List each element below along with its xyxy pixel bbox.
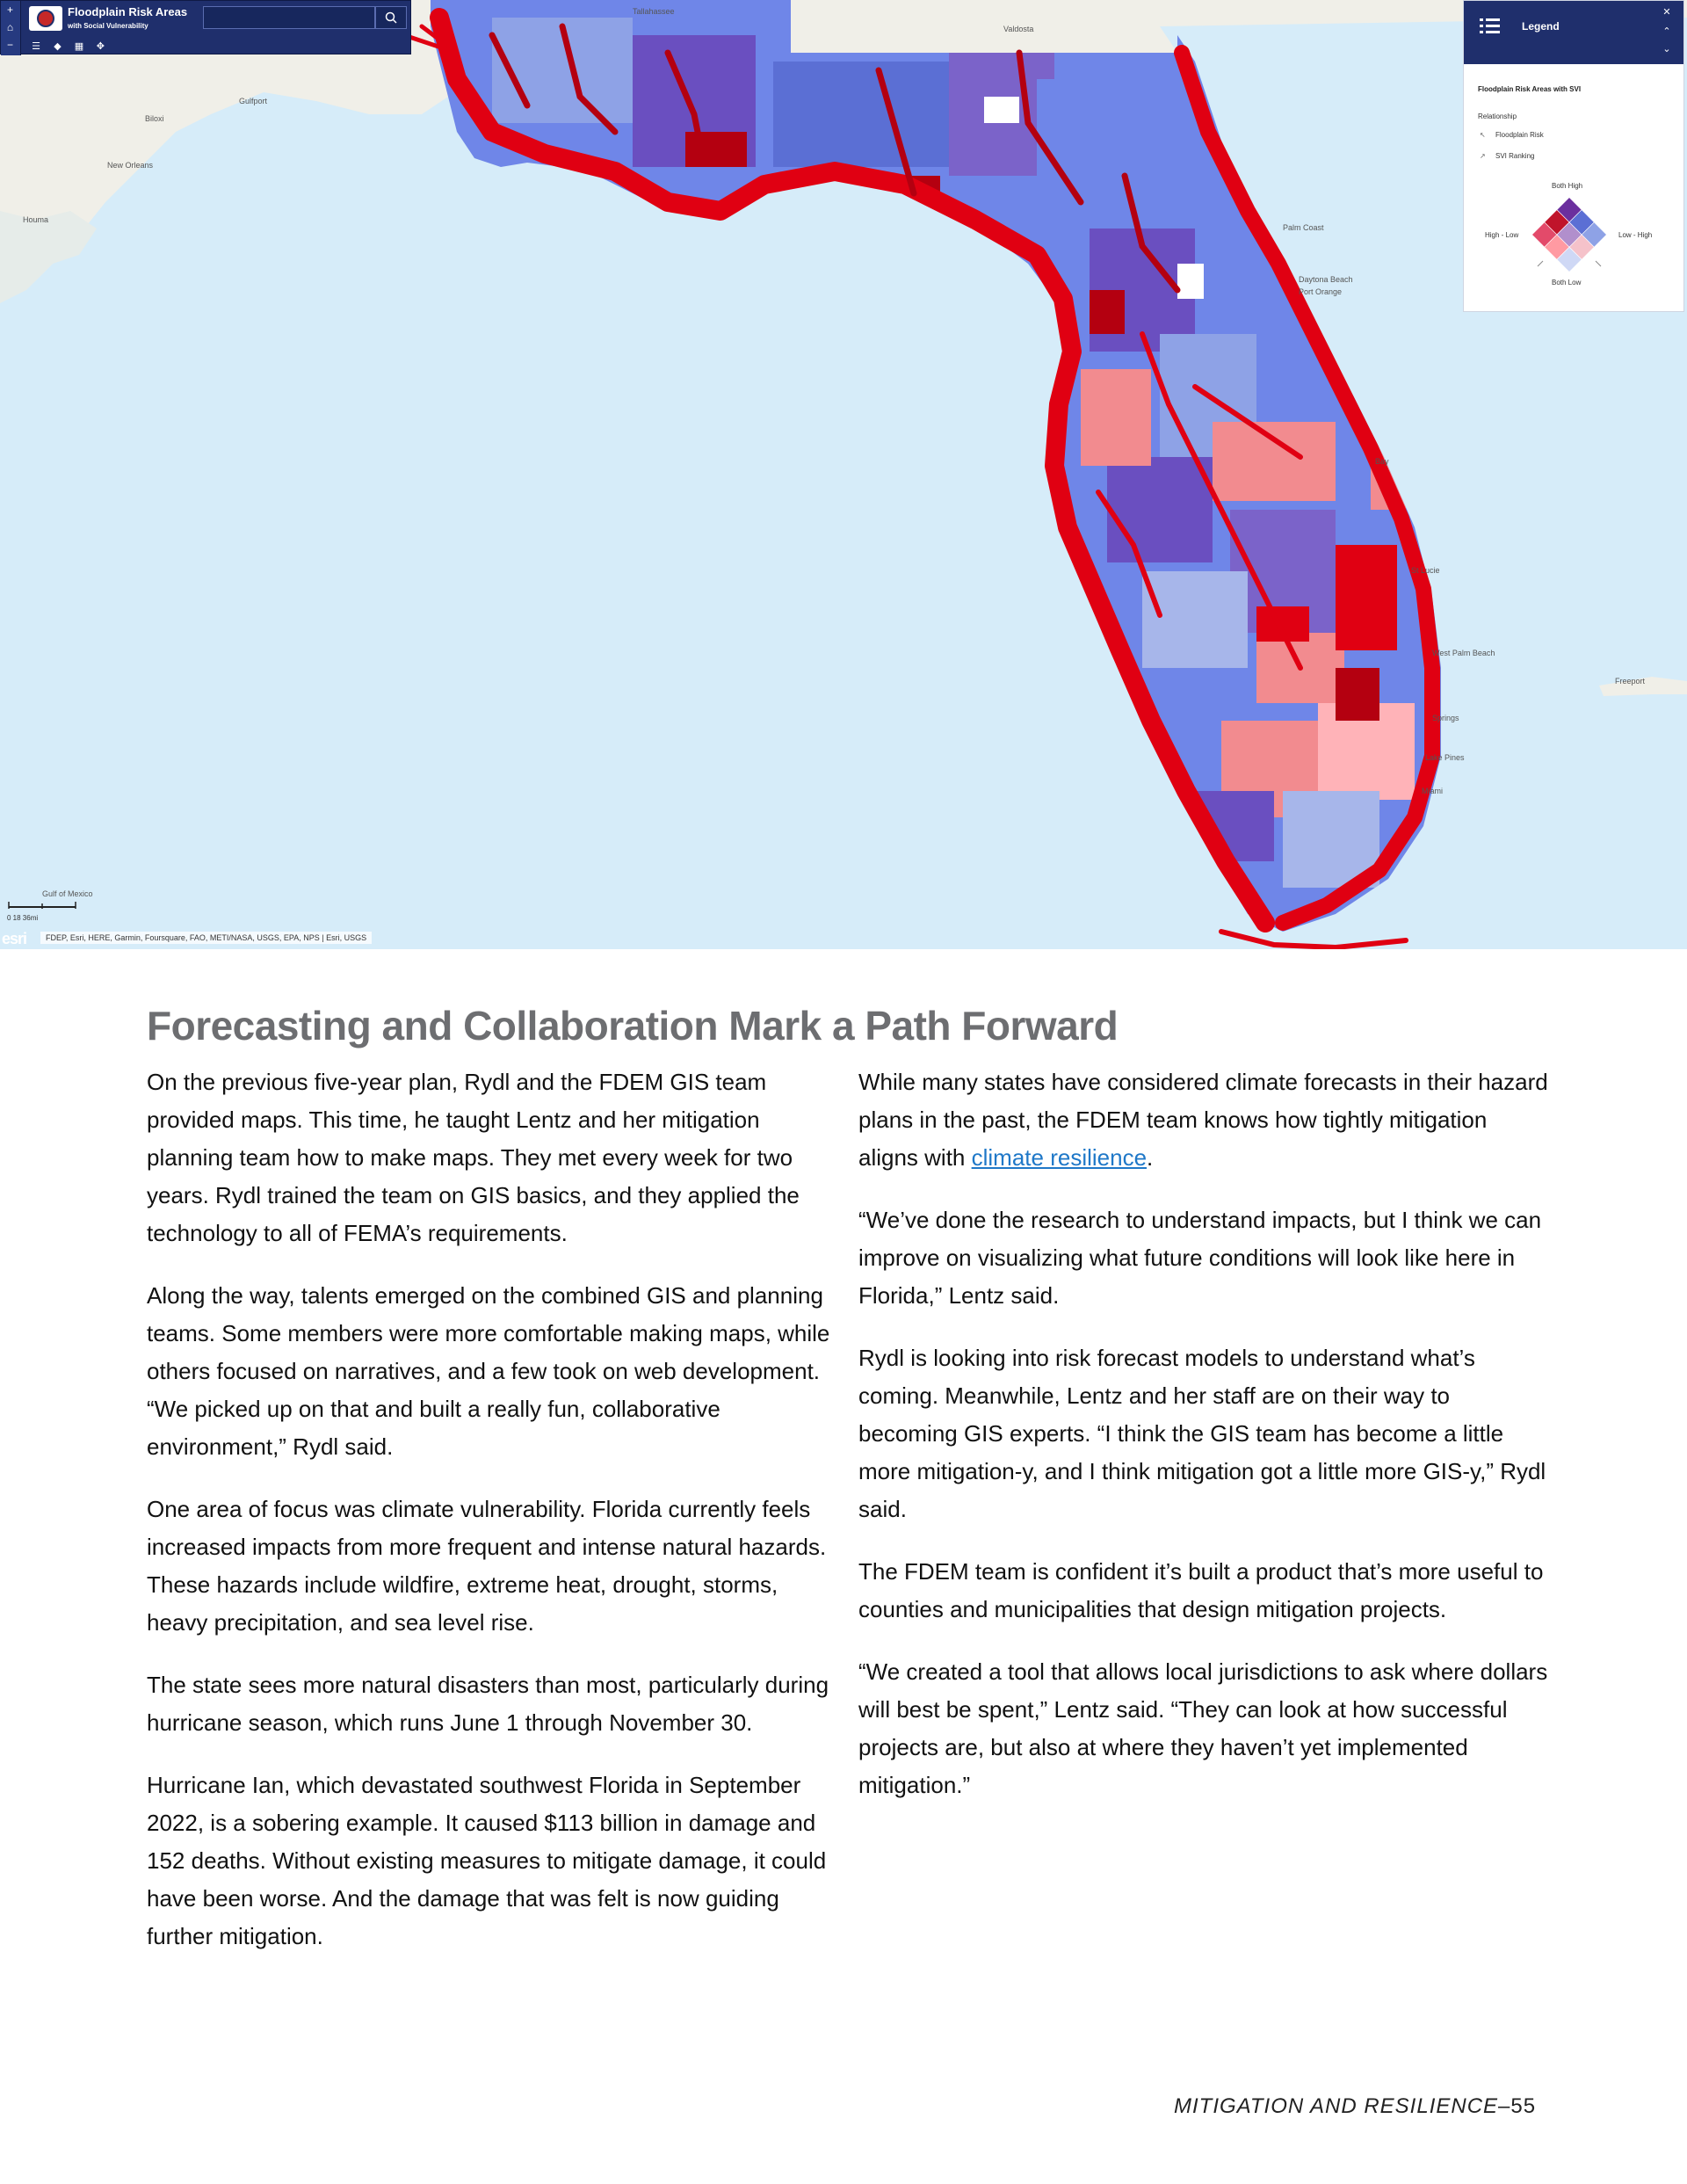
place-tallahassee: Tallahassee (633, 7, 675, 16)
place-springs: Springs (1432, 714, 1459, 722)
map-tool-strip (1, 1, 21, 55)
paragraph-text: . (1147, 1144, 1154, 1171)
paragraph: One area of focus was climate vulnerability. Florida currently feels increased impacts from more frequent and intense natural hazards. These hazards include wildfire, extreme heat, drought, storms, heavy precipitation, and sea level rise. (147, 1496, 827, 1636)
legend-panel (1463, 0, 1684, 312)
climate-resilience-link[interactable]: climate resilience (971, 1144, 1148, 1171)
place-freeport: Freeport (1615, 677, 1646, 686)
zoom-out-button[interactable]: − (6, 39, 13, 51)
legend-item-svi (1480, 152, 1534, 160)
legend-corner-top: Both High (1552, 182, 1583, 190)
arrow-up-left-icon: ↖ (1480, 131, 1486, 139)
app-header-widget (0, 0, 411, 54)
louisiana-coast (0, 211, 97, 303)
place-west-palm-beach: West Palm Beach (1432, 649, 1495, 657)
fdem-logo (29, 6, 62, 31)
legend-item-label: SVI Ranking (1495, 152, 1535, 160)
bivariate-legend (1464, 177, 1683, 295)
place-miami: Miami (1422, 787, 1443, 795)
paragraph: The FDEM team is confident it’s built a product that’s more useful to counties and municipalities that design mitigation projects. (858, 1558, 1544, 1622)
legend-item-floodplain (1480, 131, 1544, 139)
place-lake-pines: Lake Pines (1425, 753, 1465, 762)
grid-icon[interactable]: ▦ (74, 41, 84, 52)
place-bay: Bay (1375, 457, 1389, 466)
paragraph-with-link (858, 1063, 1553, 1177)
layers-icon[interactable]: ◆ (54, 41, 62, 52)
chevron-down-icon[interactable]: ⌄ (1662, 44, 1671, 54)
search-icon (376, 7, 406, 28)
article-column-right (858, 1063, 1553, 1829)
chevron-up-icon[interactable]: ⌃ (1662, 26, 1671, 37)
seal-icon (37, 10, 54, 27)
place-gulfport: Gulfport (239, 97, 268, 105)
search-input[interactable] (203, 6, 375, 29)
close-icon[interactable]: ✕ (1662, 7, 1671, 18)
article-column-left (147, 1063, 841, 1980)
map-view[interactable] (0, 0, 1687, 949)
legend-corner-bottom: Both Low (1552, 279, 1582, 287)
place-new-orleans: New Orleans (107, 161, 154, 170)
legend-item-label: Floodplain Risk (1495, 131, 1544, 139)
place-st-lucie: St Lucie (1411, 566, 1440, 575)
legend-header (1464, 1, 1683, 64)
bivariate-grid (1464, 177, 1683, 295)
arrow-up-right-icon: ↗ (1480, 152, 1486, 160)
paragraph: On the previous five-year plan, Rydl and the FDEM GIS team provided maps. This time, he taught Lentz and her mitigation planning team how to make maps. They met every week for two years. Rydl trained the team on GIS basics, and they applied the technology to all of FEMA’s requirements. (147, 1069, 800, 1246)
scale-bar (7, 898, 77, 912)
esri-logo[interactable]: esri (2, 930, 27, 947)
legend-title: Legend (1522, 20, 1560, 33)
legend-layer-title: Floodplain Risk Areas with SVI (1478, 85, 1582, 93)
paragraph: Rydl is looking into risk forecast models to understand what’s coming. Meanwhile, Lentz and her staff are on their way to becoming GIS experts. “I think the GIS team has become a little more mitigation-y, and I think mitigation got a little more GIS-y,” Rydl said. (858, 1345, 1546, 1522)
search-button[interactable] (375, 6, 407, 29)
legend-relationship-label: Relationship (1478, 112, 1517, 120)
page-number: –55 (1498, 2094, 1537, 2118)
footer-section: MITIGATION AND RESILIENCE (1174, 2094, 1499, 2118)
paragraph: “We created a tool that allows local jurisdictions to ask where dollars will best be spent,” Lentz said. “They can look at how successful projects are, but also at where they haven’t yet implemented mitigation.” (858, 1658, 1548, 1798)
page-footer (1174, 2094, 1536, 2119)
app-subtitle: with Social Vulnerability (68, 22, 148, 30)
place-port-orange: Port Orange (1299, 287, 1343, 296)
florida-risk-map[interactable] (0, 0, 1687, 949)
paragraph-text: While many states have considered climate forecasts in their hazard plans in the past, the FDEM team knows how tightly mitigation aligns with (858, 1069, 1548, 1171)
paragraph: Along the way, talents emerged on the combined GIS and planning teams. Some members were more comfortable making maps, while others focused on narratives, and a few took on web development. “We picked up on that and built a really fun, collaborative environment,” Rydl said. (147, 1282, 830, 1460)
gulf-label: Gulf of Mexico (42, 889, 93, 898)
paragraph: The state sees more natural disasters than most, particularly during hurricane season, which runs June 1 through November 30. (147, 1672, 829, 1736)
app-title: Floodplain Risk Areas (68, 5, 188, 18)
move-icon[interactable]: ✥ (96, 41, 105, 52)
widget-toolbar (29, 38, 111, 52)
place-valdosta: Valdosta (1003, 25, 1034, 33)
home-button[interactable]: ⌂ (6, 21, 14, 33)
place-palm-coast: Palm Coast (1283, 223, 1324, 232)
legend-corner-right: Low - High (1618, 231, 1653, 239)
scale-label: 0 18 36mi (7, 914, 39, 922)
paragraph: “We’ve done the research to understand impacts, but I think we can improve on visualizing what future conditions will look like here in Florida,” Lentz said. (858, 1207, 1542, 1309)
article-title: Forecasting and Collaboration Mark a Path Forward (147, 1003, 1119, 1048)
place-houma: Houma (23, 215, 49, 224)
paragraph: Hurricane Ian, which devastated southwest Florida in September 2022, is a sobering example. It caused $113 billion in damage and 152 deaths. Without existing measures to mitigate damage, it could have been worse. And the damage that was felt is now guiding further mitigation. (147, 1772, 827, 1949)
keys-band (1221, 932, 1406, 947)
legend-list-icon[interactable] (1480, 17, 1502, 34)
legend-corner-left: High - Low (1485, 231, 1519, 239)
list-icon[interactable]: ☰ (32, 41, 40, 52)
place-daytona-beach: Daytona Beach (1299, 275, 1353, 284)
zoom-in-button[interactable]: + (6, 4, 13, 16)
map-attribution[interactable]: FDEP, Esri, HERE, Garmin, Foursquare, FAO, METI/NASA, USGS, EPA, NPS | Esri, USGS (40, 932, 372, 944)
place-biloxi: Biloxi (145, 114, 164, 123)
